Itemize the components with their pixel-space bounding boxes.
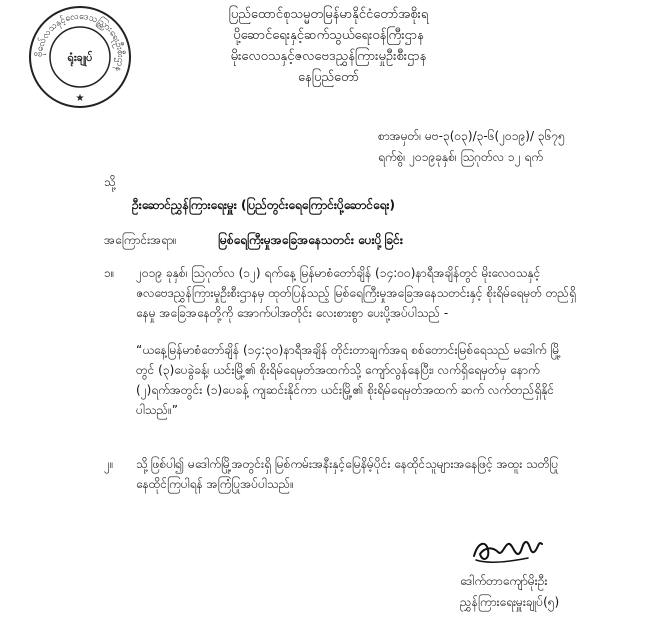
header-line-2: ပို့ဆောင်ရေးနှင့်ဆက်သွယ်ရေးဝန်ကြီးဌာန — [233, 28, 424, 43]
letter-date: ရက်စွဲ၊ ၂၀၁၉ခုနှစ်၊ ဩဂုတ်လ ၁၂ ရက် — [378, 150, 543, 164]
signatory-title: ညွှန်ကြားရေးမှူးချုပ်(၅) — [460, 595, 560, 609]
to-label: သို့ — [104, 175, 116, 189]
letter-number: စာအမှတ်၊ မဗ-၃(၀၃)/၃-၆(၂၀၁၉)/ ၃၆၇၅ — [378, 129, 565, 143]
paragraph-1: ၂၀၁၉ ခုနှစ်၊ ဩဂုတ်လ (၁၂) ရက်နေ့ မြန်မာစံတော်ချိန် (၁၄:၀၀)နာရီအချိန်တွင် မိုးလေဝသနှင့် ဇလဗေဒညွှန်ကြားမှုဦးစီးဌာနမှ ထုတ်ပြန်သည့် မြစ်ရေကြီးမှုအခြေအနေသတင်းနှင့် စိုးရိမ်ရေမှတ် တည်ရှိနေမှု အခြေအနေတို့ကို အောက်ပါအတိုင်း လေးစားစွာ ပေးပို့အပ်ပါသည် - — [136, 266, 576, 320]
header-line-3: မိုးလေဝသနှင့်ဇလဗေဒညွှန်ကြားမှုဦးစီးဌာန — [230, 49, 427, 64]
seal-ring-text: ဗိုလ်ေလသနှင့်လေဒေသည္ကြားရေးဦးစီးဌာန — [34, 11, 126, 73]
forecast-quote: “ယနေ့မြန်မာစံတော်ချိန် (၁၄:၃၀)နာရီအချိန် တိုင်းတာချက်အရ စစ်တောင်းမြစ်ရေသည် မဒေါက် မြို့တွင် (၃)ပေခွဲခန့်၊ ယင်းမြို့၏ စိုးရိမ်ရေမှတ်အထက်သို့ ကျော်လွန်နေပြီး၊ လက်ရှိရေမှတ်မှ နောက် (၂)ရက်အတွင်း (၁)ပေခန့် ကျဆင်းနိုင်ကာ ယင်းမြို့၏ စိုးရိမ်ရေမှတ်အထက် ဆက် လက်တည်ရှိနိုင်ပါသည်။” — [136, 343, 562, 417]
seal-center-text: ရုံးချုပ် — [67, 51, 93, 64]
subject-text: မြစ်ရေကြီးမှုအခြေအနေသတင်း ပေးပို့ခြင်း — [218, 233, 403, 247]
paragraph-2-number: ၂။ — [104, 457, 114, 471]
handwritten-signature — [468, 532, 546, 568]
paragraph-2: သို့ဖြစ်ပါ၍ မဒေါက်မြို့အတွင်းရှိ မြစ်ကမ်းအနီးနှင့်မြေနိမ့်ပိုင်း နေထိုင်သူများအနေဖြင့် အထူး သတိပြုနေထိုင်ကြပါရန် အကြံပြုအပ်ပါသည်။ — [136, 457, 559, 491]
subject-label: အကြောင်းအရာ။ — [104, 233, 177, 247]
header-line-4: နေပြည်တော် — [297, 70, 359, 85]
paragraph-1-number: ၁။ — [104, 266, 115, 280]
star-icon: ★ — [75, 93, 85, 104]
header-line-1: ပြည်ထောင်စုသမ္မတမြန်မာနိုင်ငံတော်အစိုးရ — [228, 7, 429, 22]
recipient: ဦးဆောင်ညွှန်ကြားရေးမှူး (ပြည်တွင်းရေကြောင်းပို့ဆောင်ရေး) — [132, 198, 395, 212]
signatory-name: ဒေါက်တာကျော်မိုးဦး — [460, 574, 548, 588]
